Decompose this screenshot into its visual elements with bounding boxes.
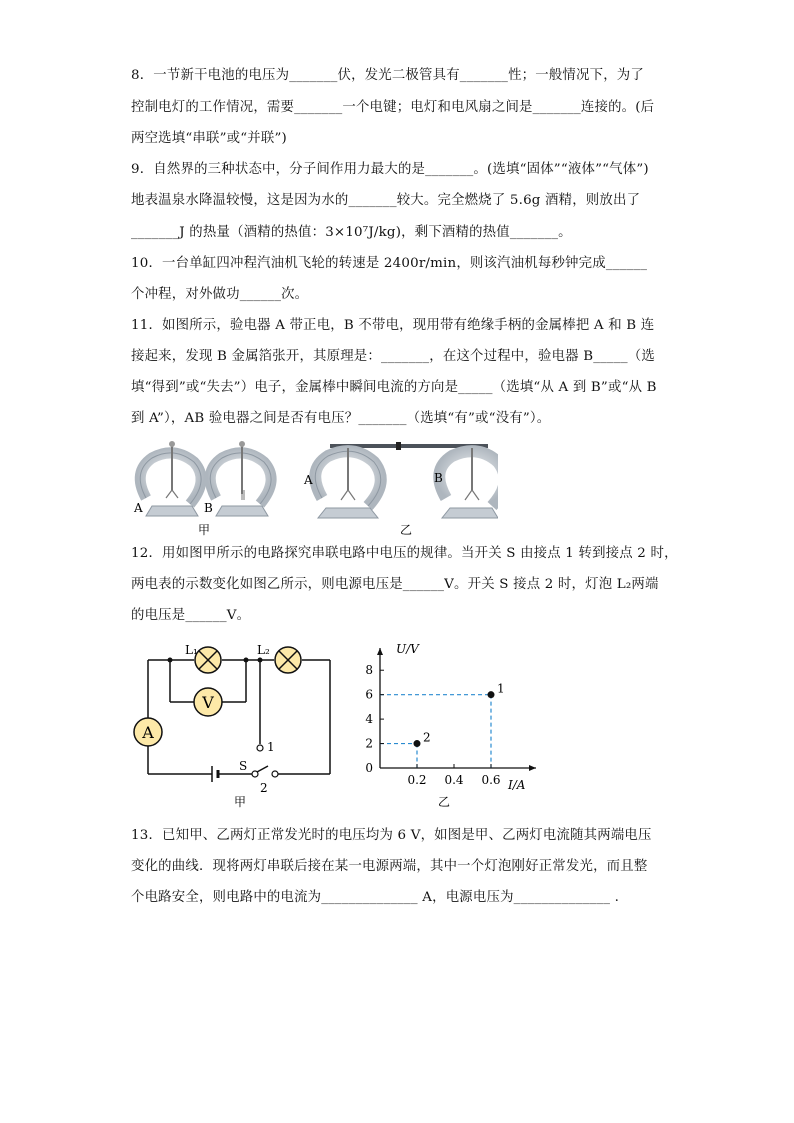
lamp-l1-icon: [195, 647, 221, 673]
y-tick-label: 8: [365, 663, 373, 678]
data-point: [414, 740, 421, 747]
data-point-label: 2: [423, 730, 431, 745]
label-l1: L₁: [185, 643, 198, 657]
q12-line-1: 12．用如图甲所示的电路探究串联电路中电压的规律。当开关 S 由接点 1 转到接点 2 时，: [131, 546, 678, 561]
electroscope-b-icon: [210, 441, 271, 516]
y-tick-label: 6: [365, 687, 373, 702]
caption-jia: 甲: [198, 523, 211, 537]
caption-yi-chart: 乙: [438, 795, 451, 809]
x-tick-label: 0.4: [444, 773, 464, 787]
insulated-handle: [396, 442, 401, 450]
battery-icon: [212, 766, 218, 782]
svg-text:V: V: [202, 693, 214, 712]
q13-line-1: 13．已知甲、乙两灯正常发光时的电压均为 6 V，如图是甲、乙两灯电流随其两端电压: [131, 828, 652, 843]
q11-line-4: 到 A”），AB 验电器之间是否有电压？_______（选填“有”或“没有”）。: [131, 411, 551, 426]
electroscope-a-icon: [140, 441, 201, 516]
label-a2: A: [304, 473, 313, 487]
q8-line-1: 8．一节新干电池的电压为_______伏，发光二极管具有_______性；一般情况下，为了: [131, 68, 644, 83]
y-tick-label: 0: [365, 761, 373, 775]
x-axis-label: I/A: [508, 778, 526, 792]
label-contact-2: 2: [260, 781, 268, 795]
q13-line-3: 个电路安全，则电路中的电流为______________ A，电源电压为______________ .: [131, 890, 620, 905]
x-axis-arrow: [529, 765, 536, 771]
q13-line-2: 变化的曲线．现将两灯串联后接在某一电源两端，其中一个灯泡刚好正常发光，而且整: [131, 859, 648, 874]
q9-line-3: _______J 的热量（酒精的热值：3×10⁷J/kg)，剩下酒精的热值_______。: [131, 225, 572, 240]
ui-chart: [352, 640, 540, 812]
q9-line-1: 9．自然界的三种状态中，分子间作用力最大的是_______。(选填“固体”“液体”“气体”): [131, 162, 649, 177]
caption-jia-circuit: 甲: [234, 795, 247, 809]
y-tick-label: 4: [365, 712, 373, 727]
q9-line-2: 地表温泉水降温较慢，这是因为水的_______较大。完全燃烧了 5.6g 酒精，则放出了: [131, 193, 641, 208]
q11-line-2: 接起来，发现 B 金属箔张开，其原理是：_______，在这个过程中，验电器 B_____（选: [131, 349, 655, 364]
q8-line-2: 控制电灯的工作情况，需要_______一个电键；电灯和电风扇之间是_______连接的。(后: [131, 100, 655, 115]
q12-line-3: 的电压是______V。: [131, 608, 251, 623]
y-axis-label: U/V: [396, 642, 419, 656]
circuit-diagram: [128, 640, 348, 812]
label-l2: L₂: [257, 643, 270, 657]
label-a: A: [134, 501, 143, 515]
x-tick-label: 0.6: [481, 773, 501, 787]
data-point: [488, 691, 495, 698]
q10-line-2: 个冲程，对外做功______次。: [131, 287, 309, 302]
caption-yi: 乙: [400, 523, 413, 537]
q11-line-1: 11．如图所示，验电器 A 带正电，B 不带电，现用带有绝缘手柄的金属棒把 A 和 B 连: [131, 318, 655, 333]
electroscope-b2-icon: [439, 448, 498, 518]
lamp-l2-icon: [275, 647, 301, 673]
electroscope-a2-icon: [315, 448, 380, 518]
ammeter-icon: [134, 718, 162, 746]
x-tick-label: 0.2: [407, 773, 427, 787]
q11-line-3: 填“得到”或“失去”）电子，金属棒中瞬间电流的方向是_____（选填“从 A 到 B”或“从 B: [131, 380, 657, 395]
label-b2: B: [434, 471, 443, 485]
label-b: B: [204, 501, 213, 515]
label-contact-1: 1: [267, 740, 275, 754]
label-s: S: [239, 759, 248, 773]
q12-line-2: 两电表的示数变化如图乙所示，则电源电压是______V。开关 S 接点 2 时，灯泡 L₂两端: [131, 577, 659, 592]
svg-text:A: A: [142, 723, 154, 742]
data-point-label: 1: [497, 681, 505, 696]
q10-line-1: 10．一台单缸四冲程汽油机飞轮的转速是 2400r/min，则该汽油机每秒钟完成______: [131, 256, 648, 271]
y-tick-label: 2: [365, 736, 373, 751]
q8-line-3: 两空选填“串联”或“并联”): [131, 131, 287, 146]
electroscope-figure: [128, 436, 498, 540]
y-axis-arrow: [377, 648, 383, 655]
voltmeter-icon: [194, 688, 222, 716]
